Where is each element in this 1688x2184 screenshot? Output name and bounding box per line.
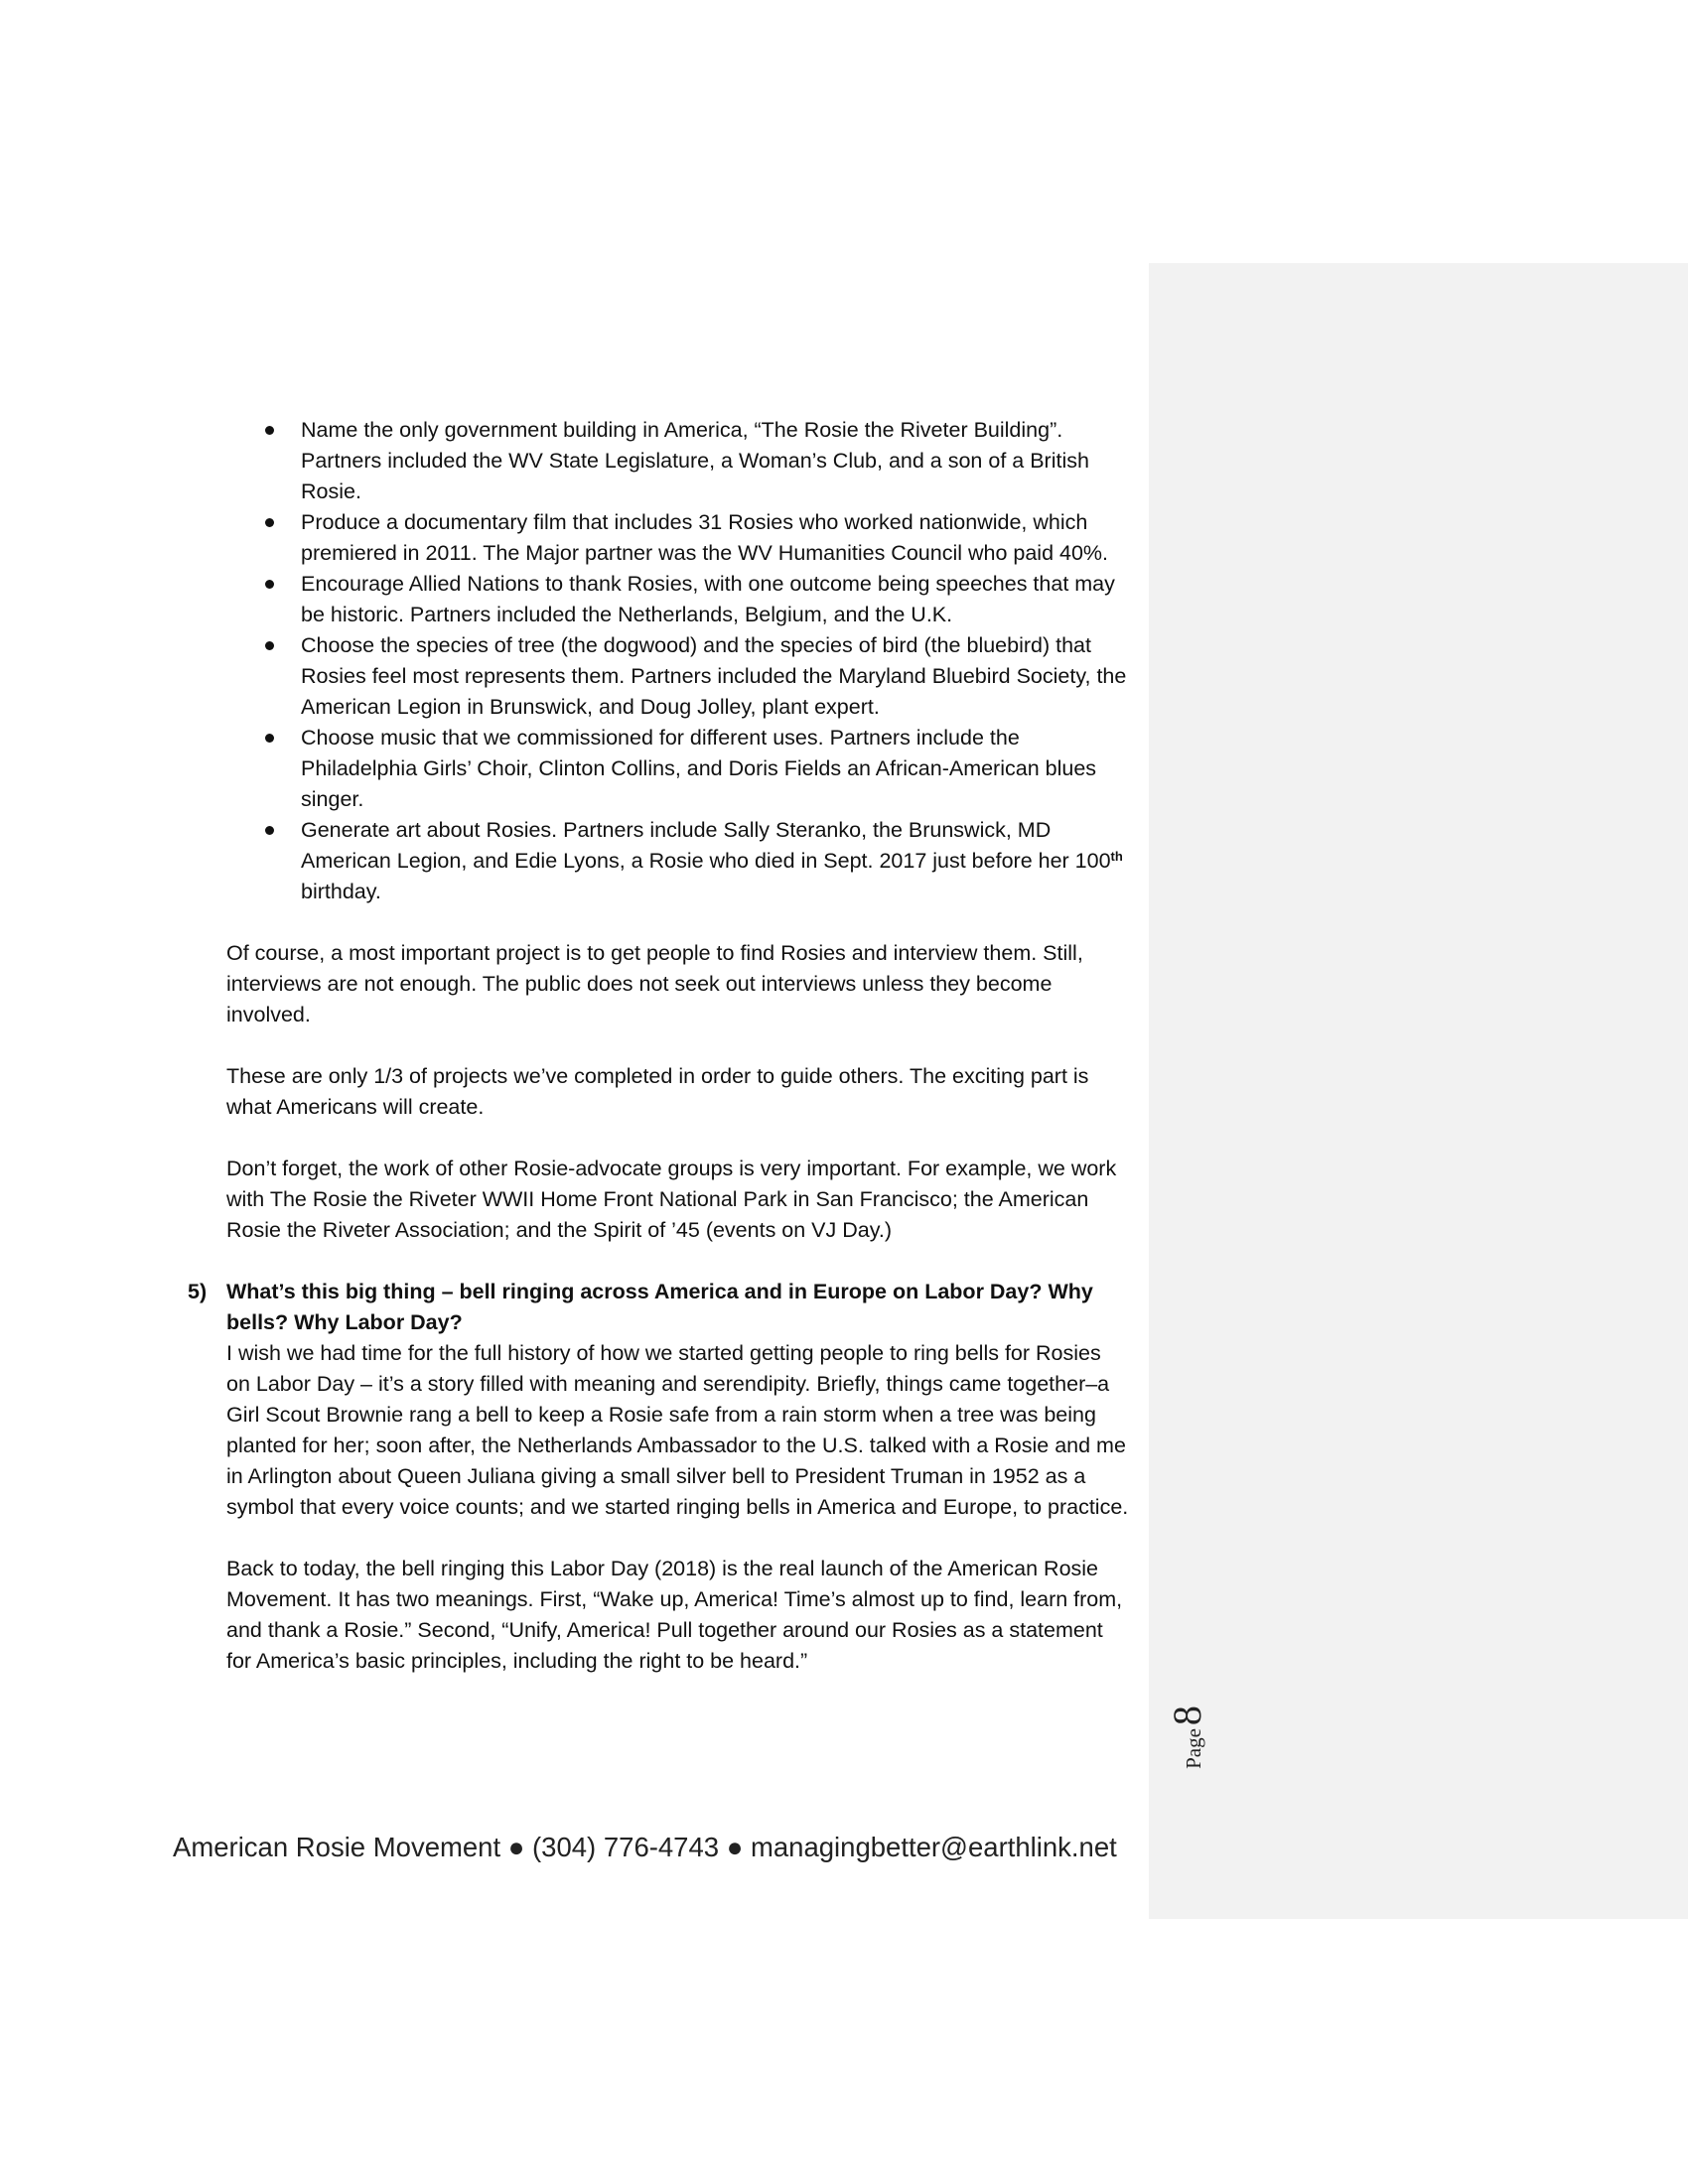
list-item-text: Choose music that we commissioned for different uses. Partners include the Philadelphia Girls’ Choir, Clinton Collins, and Doris Fields an African-American blues singer. xyxy=(301,726,1097,811)
body-paragraph: Of course, a most important project is to get people to find Rosies and interview them. Still, interviews are not enough. The public does not seek out interviews unless they become involved. xyxy=(226,941,1083,1026)
question-heading: What’s this big thing – bell ringing across America and in Europe on Labor Day? Why bells? Why Labor Day? xyxy=(226,1280,1093,1334)
bullet-icon xyxy=(265,580,274,589)
list-item xyxy=(301,415,1130,507)
bullet-icon xyxy=(265,641,274,650)
list-item xyxy=(301,507,1130,569)
list-item xyxy=(301,723,1130,815)
page-label: Page xyxy=(1182,1728,1205,1769)
bullet-icon xyxy=(265,518,274,527)
list-item xyxy=(301,569,1130,630)
project-list xyxy=(226,415,1130,907)
list-item-text: Encourage Allied Nations to thank Rosies, with one outcome being speeches that may be historic. Partners included the Netherlands, Belgium, and the U.K. xyxy=(301,572,1115,626)
page-number-value: 8 xyxy=(1165,1706,1209,1726)
answer-paragraph: I wish we had time for the full history of how we started getting people to ring bells for Rosies on Labor Day – it’s a story filled with meaning and serendipity. Briefly, things came together–a Girl Scout Brownie rang a bell to keep a Rosie safe from a rain storm when a tree was being planted for her; soon after, the Netherlands Ambassador to the U.S. talked with a Rosie and me in Arlington about Queen Juliana giving a small silver bell to President Truman in 1952 as a symbol that every voice counts; and we started ringing bells in America and Europe, to practice. xyxy=(226,1341,1129,1519)
list-item xyxy=(301,630,1130,723)
page-footer: American Rosie Movement ● (304) 776-4743 ● managingbetter@earthlink.net xyxy=(173,1832,1117,1862)
list-item-text: Generate art about Rosies. Partners include Sally Steranko, the Brunswick, MD American Legion, and Edie Lyons, a Rosie who died in Sept. 2017 just before her 100 xyxy=(301,818,1111,873)
list-item-text: Choose the species of tree (the dogwood) and the species of bird (the bluebird) that Rosies feel most represents them. Partners included the Maryland Bluebird Society, the American Legion in Brunswick, and Doug Jolley, plant expert. xyxy=(301,633,1127,719)
list-item-text-end: birthday. xyxy=(301,880,381,903)
page-number xyxy=(1164,1688,1263,1787)
list-item-text: Name the only government building in America, “The Rosie the Riveter Building”. Partners included the WV State Legislature, a Woman’s Club, and a son of a British Rosie. xyxy=(301,418,1089,503)
bullet-icon xyxy=(265,426,274,435)
body-paragraph: Don’t forget, the work of other Rosie-advocate groups is very important. For example, we work with The Rosie the Riveter WWII Home Front National Park in San Francisco; the American Rosie the Riveter Association; and the Spirit of ’45 (events on VJ Day.) xyxy=(226,1157,1117,1242)
question-block xyxy=(188,1277,1130,1523)
question-number: 5) xyxy=(188,1280,208,1303)
page-content xyxy=(188,415,1130,1677)
comment-pane xyxy=(1149,263,1688,1919)
list-item xyxy=(301,815,1130,907)
body-paragraph: These are only 1/3 of projects we’ve completed in order to guide others. The exciting part is what Americans will create. xyxy=(226,1064,1089,1119)
bullet-icon xyxy=(265,826,274,835)
bullet-icon xyxy=(265,734,274,743)
closing-paragraph: Back to today, the bell ringing this Labor Day (2018) is the real launch of the American Rosie Movement. It has two meanings. First, “Wake up, America! Time’s almost up to find, learn from, and thank a Rosie.” Second, “Unify, America! Pull together around our Rosies as a statement for America’s basic principles, including the right to be heard.” xyxy=(226,1557,1123,1673)
ordinal-suffix: th xyxy=(1110,849,1123,864)
list-item-text: Produce a documentary film that includes 31 Rosies who worked nationwide, which premiered in 2011. The Major partner was the WV Humanities Council who paid 40%. xyxy=(301,510,1109,565)
